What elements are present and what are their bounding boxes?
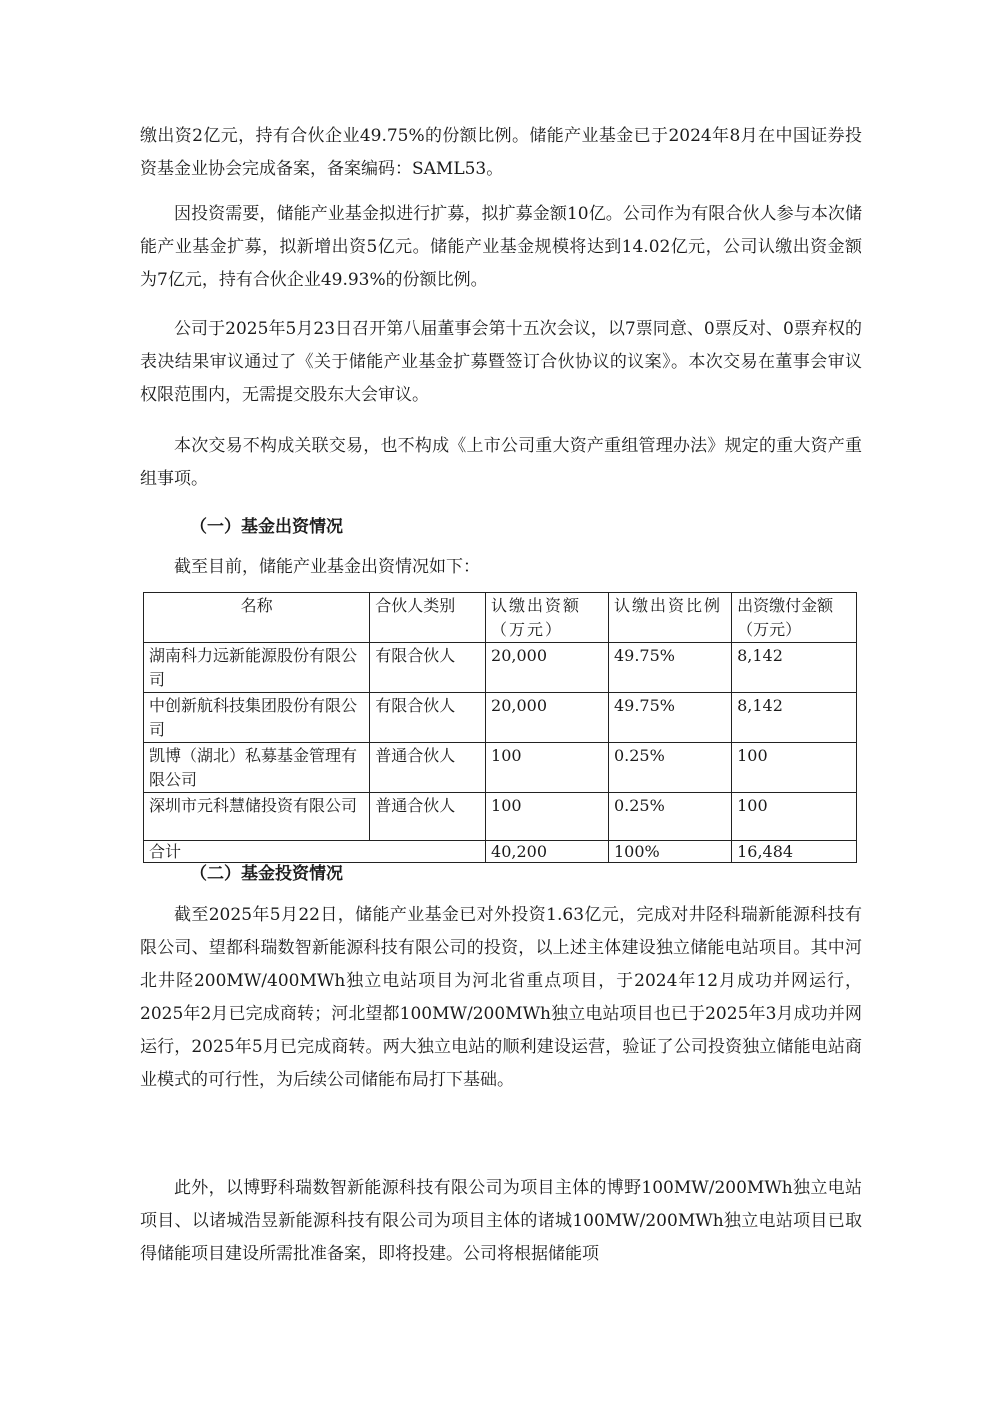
cell-total-ratio: 100% xyxy=(608,841,731,863)
section-heading-fund-contribution: （一）基金出资情况 xyxy=(190,517,343,537)
table-header-row xyxy=(144,593,857,643)
table-row xyxy=(144,793,857,841)
section-heading-fund-investment: （二）基金投资情况 xyxy=(190,864,343,884)
header-subscribed-amount: 认缴出资额（万元） xyxy=(486,593,609,643)
cell-subscribed-amount: 20,000 xyxy=(486,643,609,693)
paragraph-board-approval: 公司于2025年5月23日召开第八届董事会第十五次会议，以7票同意、0票反对、0票弃权的表决结果审议通过了《关于储能产业基金扩募暨签订合伙协议的议案》。本次交易在董事会审议权限范围内，无需提交股东大会审议。 xyxy=(140,319,862,405)
table-row xyxy=(144,643,857,693)
cell-total-subscribed: 40,200 xyxy=(486,841,609,863)
cell-name: 深圳市元科慧储投资有限公司 xyxy=(144,793,370,841)
cell-subscribed-ratio: 49.75% xyxy=(608,643,731,693)
paragraph-investment-status: 截至2025年5月22日，储能产业基金已对外投资1.63亿元，完成对井陉科瑞新能源科技有限公司、望都科瑞数智新能源科技有限公司的投资，以上述主体建设独立储能电站项目。其中河北井陉200MW/400MWh独立电站项目为河北省重点项目，于2024年12月成功并网运行，2025年2月已完成商转；河北望都100MW/200MWh独立电站项目也已于2025年3月成功并网运行，2025年5月已完成商转。两大独立电站的顺利建设运营，验证了公司投资独立储能电站商业模式的可行性，为后续公司储能布局打下基础。 xyxy=(140,905,862,1090)
cell-total-label: 合计 xyxy=(144,841,486,863)
cell-paid-amount: 100 xyxy=(732,743,857,793)
cell-subscribed-ratio: 0.25% xyxy=(608,793,731,841)
paragraph-upcoming-projects: 此外，以博野科瑞数智新能源科技有限公司为项目主体的博野100MW/200MWh独立电站项目、以诸城浩昱新能源科技有限公司为项目主体的诸城100MW/200MWh独立电站项目已取得储能项目建设所需批准备案，即将投建。公司将根据储能项 xyxy=(140,1178,862,1264)
cell-total-paid: 16,484 xyxy=(732,841,857,863)
cell-partner-type: 有限合伙人 xyxy=(370,643,486,693)
paragraph-fund-background: 缴出资2亿元，持有合伙企业49.75%的份额比例。储能产业基金已于2024年8月在中国证券投资基金业协会完成备案，备案编码：SAML53。 xyxy=(140,126,862,179)
paragraph-fund-expansion: 因投资需要，储能产业基金拟进行扩募，拟扩募金额10亿。公司作为有限合伙人参与本次储能产业基金扩募，拟新增出资5亿元。储能产业基金规模将达到14.02亿元，公司认缴出资金额为7亿元，持有合伙企业49.93%的份额比例。 xyxy=(140,204,862,290)
cell-paid-amount: 8,142 xyxy=(732,693,857,743)
header-paid-amount: 出资缴付金额（万元） xyxy=(732,593,857,643)
cell-subscribed-ratio: 0.25% xyxy=(608,743,731,793)
cell-name: 凯博（湖北）私募基金管理有限公司 xyxy=(144,743,370,793)
cell-partner-type: 普通合伙人 xyxy=(370,743,486,793)
cell-subscribed-ratio: 49.75% xyxy=(608,693,731,743)
paragraph-table-intro: 截至目前，储能产业基金出资情况如下： xyxy=(174,557,480,577)
cell-subscribed-amount: 100 xyxy=(486,743,609,793)
cell-subscribed-amount: 20,000 xyxy=(486,693,609,743)
table-row xyxy=(144,693,857,743)
cell-partner-type: 普通合伙人 xyxy=(370,793,486,841)
cell-subscribed-amount: 100 xyxy=(486,793,609,841)
table-row xyxy=(144,743,857,793)
cell-paid-amount: 8,142 xyxy=(732,643,857,693)
cell-partner-type: 有限合伙人 xyxy=(370,693,486,743)
cell-name: 湖南科力远新能源股份有限公司 xyxy=(144,643,370,693)
cell-name: 中创新航科技集团股份有限公司 xyxy=(144,693,370,743)
header-partner-type: 合伙人类别 xyxy=(370,593,486,643)
paragraph-transaction-nature: 本次交易不构成关联交易，也不构成《上市公司重大资产重组管理办法》规定的重大资产重组事项。 xyxy=(140,436,862,489)
header-name: 名称 xyxy=(144,593,370,643)
header-subscribed-ratio: 认缴出资比例 xyxy=(608,593,731,643)
fund-contribution-table xyxy=(143,592,857,863)
cell-paid-amount: 100 xyxy=(732,793,857,841)
